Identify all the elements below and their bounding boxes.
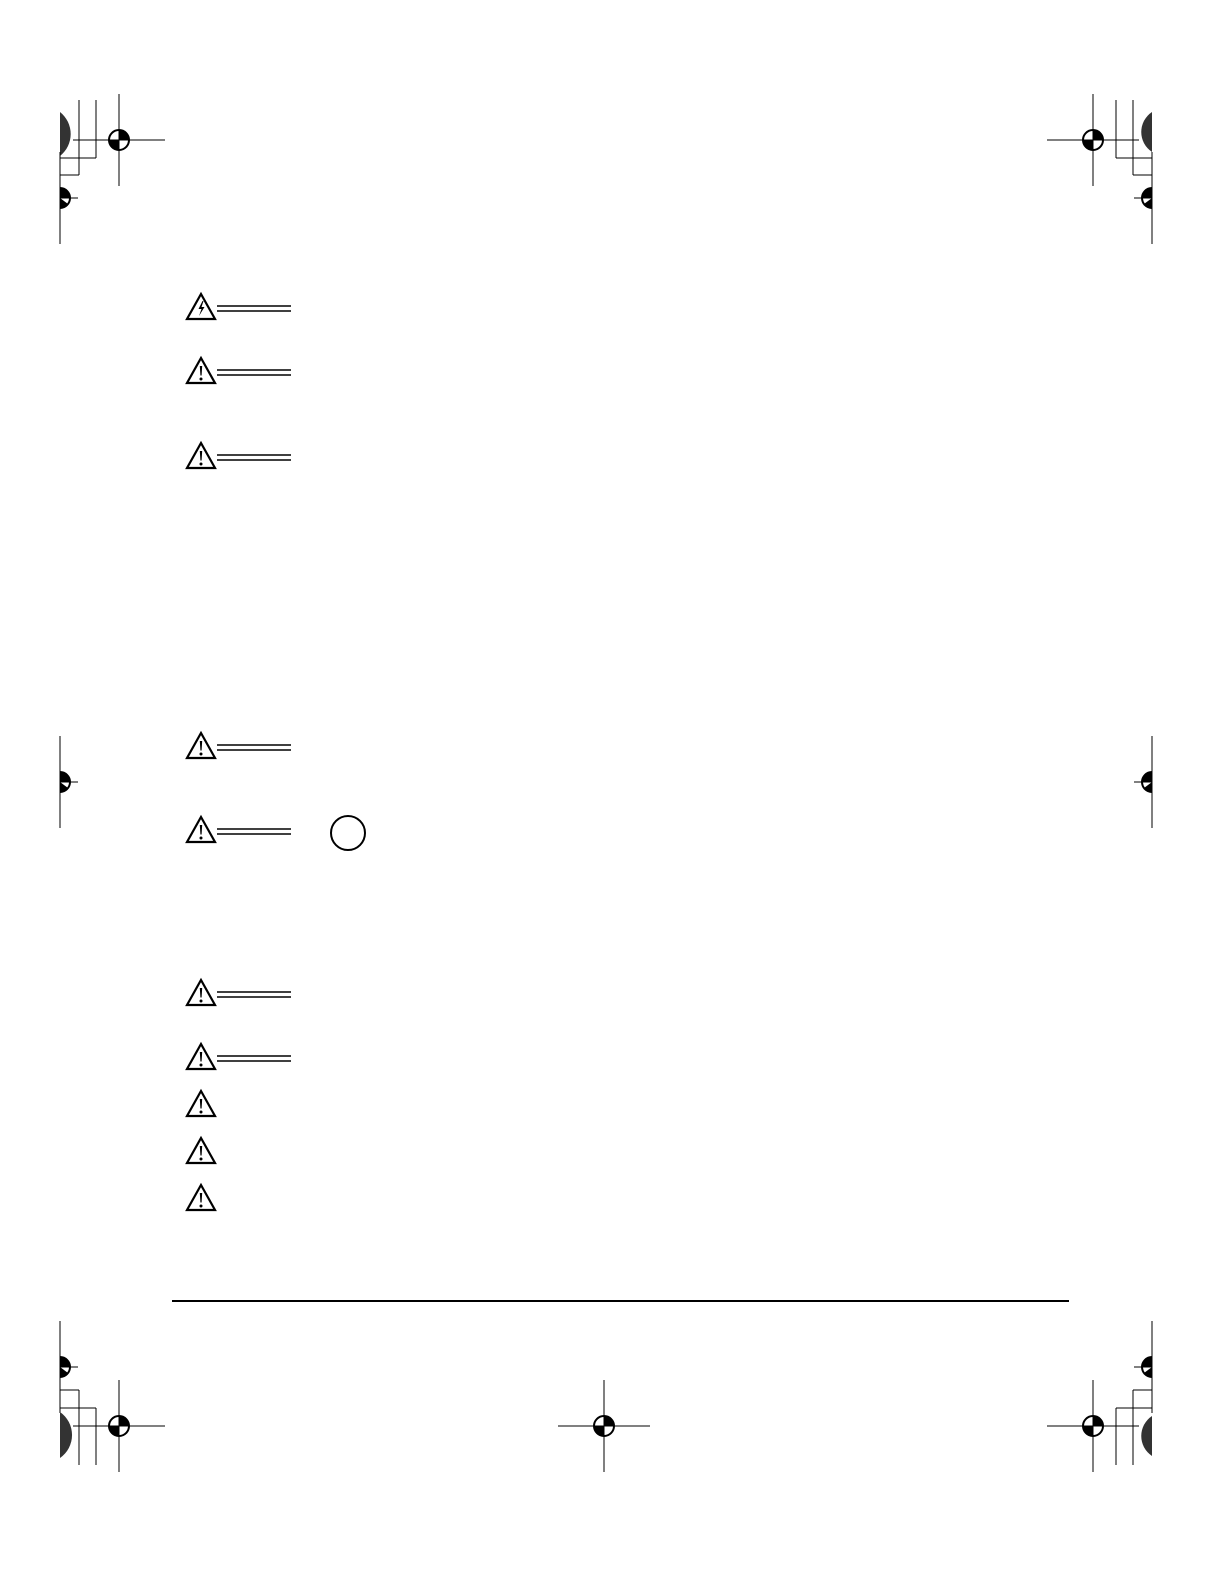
- warning-triangle-icon: [187, 1185, 215, 1210]
- registration-crosshair-icon: [60, 1321, 78, 1413]
- warning-triangle-icon: [187, 1044, 215, 1069]
- signal-word-bar: [217, 370, 291, 375]
- safety-symbol-row: [186, 1042, 292, 1072]
- safety-symbol-row: [186, 292, 292, 322]
- signal-word-bar: [217, 829, 291, 834]
- signal-word-bar: [217, 306, 291, 311]
- signal-word-bar: [217, 745, 291, 750]
- safety-symbol-row: [186, 1183, 218, 1213]
- crop-mark-icon: [1116, 1390, 1152, 1465]
- signal-word-bar: [217, 455, 291, 460]
- warning-triangle-icon: [187, 980, 215, 1005]
- crop-mark-icon: [60, 100, 96, 175]
- registration-crosshair-icon: [1134, 1321, 1152, 1413]
- registration-crosshair-icon: [73, 94, 165, 186]
- safety-symbol-row: [186, 731, 292, 761]
- warning-triangle-icon: [187, 1138, 215, 1163]
- crop-mark-icon: [60, 1390, 96, 1465]
- empty-circle-icon: [330, 815, 366, 851]
- crop-mark-icon: [1116, 100, 1152, 175]
- signal-word-bar: [217, 1056, 291, 1061]
- footer-rule: [172, 1300, 1069, 1302]
- registration-crosshair-icon: [1134, 736, 1152, 828]
- signal-word-bar: [217, 992, 291, 997]
- safety-symbol-row: [186, 1089, 218, 1119]
- registration-crosshair-icon: [60, 152, 78, 244]
- registration-crosshair-icon: [1047, 1380, 1139, 1472]
- safety-symbol-row: [186, 441, 292, 471]
- warning-triangle-icon: [187, 817, 215, 842]
- warning-triangle-icon: [187, 733, 215, 758]
- safety-symbol-row: [186, 356, 292, 386]
- registration-crosshair-icon: [73, 1380, 165, 1472]
- electric-shock-warning-icon: [187, 294, 215, 319]
- safety-symbol-row: [186, 1136, 218, 1166]
- registration-crosshair-icon: [60, 736, 78, 828]
- warning-triangle-icon: [187, 1091, 215, 1116]
- warning-triangle-icon: [187, 358, 215, 383]
- registration-crosshair-icon: [558, 1380, 650, 1472]
- warning-triangle-icon: [187, 443, 215, 468]
- safety-symbol-row: [186, 815, 292, 845]
- registration-crosshair-icon: [1047, 94, 1139, 186]
- safety-symbol-row: [186, 978, 292, 1008]
- registration-crosshair-icon: [1134, 152, 1152, 244]
